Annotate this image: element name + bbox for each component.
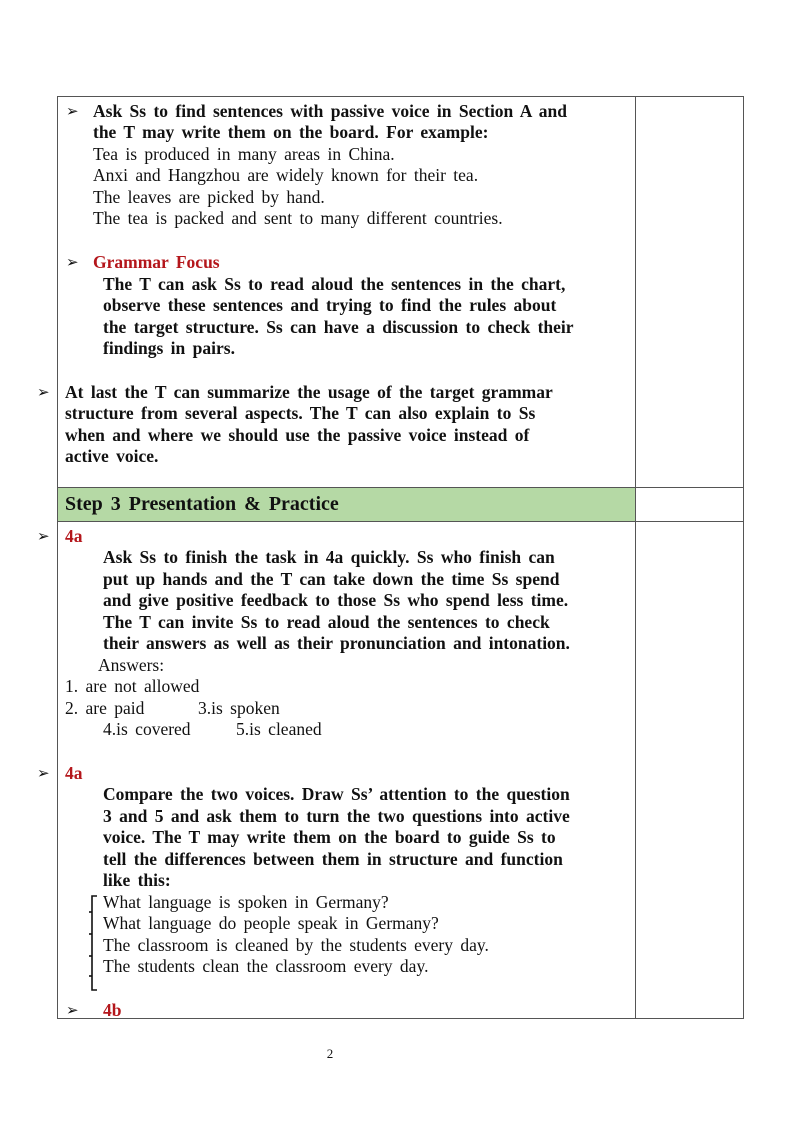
arrow-bullet-icon: ➢ [66,1001,79,1019]
content-cell [37,97,636,488]
text-line: like this: [103,870,171,890]
example-sentence: Anxi and Hangzhou are widely known for their tea. [93,165,479,185]
table-row [58,97,744,488]
text-line: Ask Ss to find sentences with passive voice in Section A and [93,101,567,121]
text-line: observe these sentences and trying to find the rules about [103,295,557,315]
text-line: tell the differences between them in structure and function [103,849,563,869]
notes-cell [636,522,744,1019]
example-sentence: Tea is produced in many areas in China. [93,144,395,164]
example-sentence: What language is spoken in Germany? [103,892,389,912]
task-label: 4a [65,526,83,546]
example-sentence: What language do people speak in Germany? [103,913,439,933]
answer-item: 5.is cleaned [236,719,322,739]
step-title: Step 3 Presentation & Practice [65,493,339,515]
table-row [58,522,744,1019]
text-line: structure from several aspects. The T can also explain to Ss [65,403,536,423]
task-label: 4a [65,763,83,783]
answer-item: 3.is spoken [198,698,280,718]
arrow-bullet-icon: ➢ [37,383,50,401]
example-sentence: The classroom is cleaned by the students every day. [103,935,489,955]
step-header-row [58,488,744,522]
text-line: Compare the two voices. Draw Ss’ attention to the question [103,784,570,804]
arrow-bullet-icon: ➢ [66,102,79,120]
text-line: put up hands and the T can take down the time Ss spend [103,569,560,589]
text-line: findings in pairs. [103,338,235,358]
answer-item: 1. are not allowed [65,676,200,696]
example-sentence: The tea is packed and sent to many different countries. [93,208,503,228]
text-line: The T can invite Ss to read aloud the sentences to check [103,612,550,632]
text-line: active voice. [65,446,159,466]
text-line: voice. The T may write them on the board to guide Ss to [103,827,556,847]
page-number: 2 [326,1046,334,1061]
text-line: their answers as well as their pronunciation and intonation. [103,633,570,653]
text-line: when and where we should use the passive voice instead of [65,425,530,445]
text-line: and give positive feedback to those Ss who spend less time. [103,590,569,610]
text-line: the target structure. Ss can have a discussion to check their [103,317,574,337]
text-line: the T may write them on the board. For example: [93,122,489,142]
example-sentence: The students clean the classroom every day. [103,956,429,976]
notes-cell [636,488,744,522]
content-cell [37,522,636,1020]
text-line: 3 and 5 and ask them to turn the two questions into active [103,806,570,826]
notes-cell [636,97,744,488]
step-header-cell [58,488,636,522]
text-line: At last the T can summarize the usage of the target grammar [65,382,553,402]
arrow-bullet-icon: ➢ [37,527,50,545]
example-sentence: The leaves are picked by hand. [93,187,325,207]
bracket-icon [87,894,99,992]
arrow-bullet-icon: ➢ [66,253,79,271]
arrow-bullet-icon: ➢ [37,764,50,782]
text-line: The T can ask Ss to read aloud the sentences in the chart, [103,274,566,294]
answer-item: 2. are paid [65,698,145,718]
answer-item: 4.is covered [103,719,191,739]
task-label: 4b [103,1000,122,1020]
answers-label: Answers: [98,655,165,675]
lesson-plan-table [37,96,744,1020]
grammar-focus-heading: Grammar Focus [93,252,220,272]
text-line: Ask Ss to finish the task in 4a quickly. Ss who finish can [103,547,555,567]
